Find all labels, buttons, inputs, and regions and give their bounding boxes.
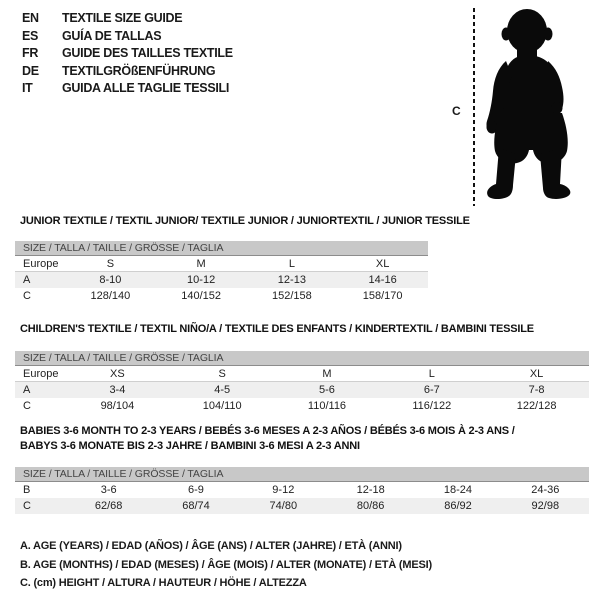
value-cell: 3-4 [109, 384, 126, 396]
size-cell: XL [375, 258, 390, 270]
language-code: FR [22, 46, 39, 60]
table-row-sizes [15, 366, 589, 382]
value-cell: 12-13 [277, 274, 306, 286]
babies-title-line2: BABYS 3-6 MONATE BIS 2-3 JAHRE / BAMBINI 3-6 MESI A 2-3 ANNI [20, 440, 360, 452]
babies-table-title [20, 424, 580, 454]
table-row-height [15, 398, 589, 414]
row-label: C [23, 500, 31, 512]
language-code: EN [22, 11, 39, 25]
guide-title: GUÍA DE TALLAS [62, 28, 162, 43]
babies-title-line1: BABIES 3-6 MONTH TO 2-3 YEARS / BEBÉS 3-6 MESES A 2-3 AÑOS / BÉBÉS 3-6 MOIS À 2-3 ANS / [20, 425, 515, 437]
value-cell: 6-9 [188, 484, 204, 496]
value-cell: 8-10 [99, 274, 122, 286]
measure-label-c: C [452, 104, 461, 118]
baby-silhouette [484, 5, 578, 205]
value-cell: 140/152 [181, 290, 221, 302]
junior-table-title: JUNIOR TEXTILE / TEXTIL JUNIOR/ TEXTILE JUNIOR / JUNIORTEXTIL / JUNIOR TESSILE [20, 215, 470, 227]
value-cell: 68/74 [182, 500, 210, 512]
table-row-age-months [15, 482, 589, 498]
language-code: IT [22, 81, 33, 95]
value-cell: 80/86 [356, 500, 385, 512]
guide-title: TEXTILGRÖßENFÜHRUNG [62, 63, 216, 78]
table-row-height [15, 498, 589, 514]
size-cell: S [218, 368, 226, 380]
value-cell: 116/122 [412, 400, 452, 412]
row-label: A [23, 384, 31, 396]
language-row-fr [22, 45, 233, 63]
value-cell: 24-36 [531, 484, 560, 496]
size-header-band: SIZE / TALLA / TAILLE / GRÖSSE / TAGLIA [15, 467, 589, 482]
table-row-age [15, 272, 428, 288]
value-cell: 158/170 [362, 290, 403, 302]
footnotes [20, 537, 432, 593]
row-label: Europe [23, 258, 59, 270]
row-label: B [23, 484, 31, 496]
value-cell: 6-7 [423, 384, 440, 396]
row-label: A [23, 274, 31, 286]
value-cell: 12-18 [356, 484, 385, 496]
value-cell: 152/158 [271, 290, 312, 302]
value-cell: 18-24 [443, 484, 473, 496]
language-row-en [22, 10, 233, 28]
table-row-height [15, 288, 428, 304]
value-cell: 5-6 [319, 384, 335, 396]
value-cell: 122/128 [516, 400, 557, 412]
value-cell: 3-6 [100, 484, 117, 496]
size-cell: S [106, 258, 115, 270]
size-cell: M [322, 368, 332, 380]
value-cell: 4-5 [214, 384, 231, 396]
size-cell: XS [110, 368, 125, 380]
children-size-table [15, 351, 589, 414]
row-label: C [23, 400, 31, 412]
language-code: ES [22, 28, 39, 43]
footnote-b: B. AGE (MONTHS) / EDAD (MESES) / ÂGE (MOIS) / ALTER (MONATE) / ETÀ (MESI) [20, 558, 432, 571]
value-cell: 104/110 [202, 400, 242, 412]
language-header [22, 10, 233, 98]
value-cell: 110/116 [307, 400, 347, 412]
footnote-a: A. AGE (YEARS) / EDAD (AÑOS) / ÂGE (ANS) / ALTER (JAHRE) / ETÀ (ANNI) [20, 540, 402, 552]
guide-title: TEXTILE SIZE GUIDE [62, 11, 183, 25]
value-cell: 92/98 [531, 500, 560, 512]
height-measure-dashed-line [473, 8, 475, 206]
guide-title: GUIDE DES TAILLES TEXTILE [62, 46, 233, 60]
children-table-title: CHILDREN'S TEXTILE / TEXTIL NIÑO/A / TEXTILE DES ENFANTS / KINDERTEXTIL / BAMBINI TESSILE [20, 323, 534, 335]
value-cell: 86/92 [444, 500, 472, 512]
size-cell: M [196, 258, 206, 270]
value-cell: 9-12 [272, 484, 295, 496]
value-cell: 62/68 [94, 500, 123, 512]
language-row-it [22, 80, 233, 98]
guide-title: GUIDA ALLE TAGLIE TESSILI [62, 81, 230, 95]
language-row-de [22, 63, 233, 81]
value-cell: 128/140 [90, 290, 131, 302]
value-cell: 14-16 [368, 274, 397, 286]
row-label: Europe [23, 368, 59, 380]
table-row-age [15, 382, 589, 398]
value-cell: 74/80 [269, 500, 298, 512]
size-cell: L [288, 258, 295, 270]
row-label: C [23, 290, 31, 302]
value-cell: 98/104 [100, 400, 135, 412]
language-row-es [22, 28, 233, 46]
value-cell: 7-8 [528, 384, 545, 396]
value-cell: 10-12 [187, 274, 216, 286]
size-cell: XL [529, 368, 544, 380]
footnote-c: C. (cm) HEIGHT / ALTURA / HAUTEUR / HÖHE / ALTEZZA [20, 577, 307, 589]
junior-size-table [15, 241, 428, 304]
size-cell: L [428, 368, 435, 380]
size-header-band: SIZE / TALLA / TAILLE / GRÖSSE / TAGLIA [15, 351, 589, 366]
table-row-sizes [15, 256, 428, 272]
babies-size-table [15, 467, 589, 514]
size-header-band: SIZE / TALLA / TAILLE / GRÖSSE / TAGLIA [15, 241, 428, 256]
language-code: DE [22, 63, 39, 78]
